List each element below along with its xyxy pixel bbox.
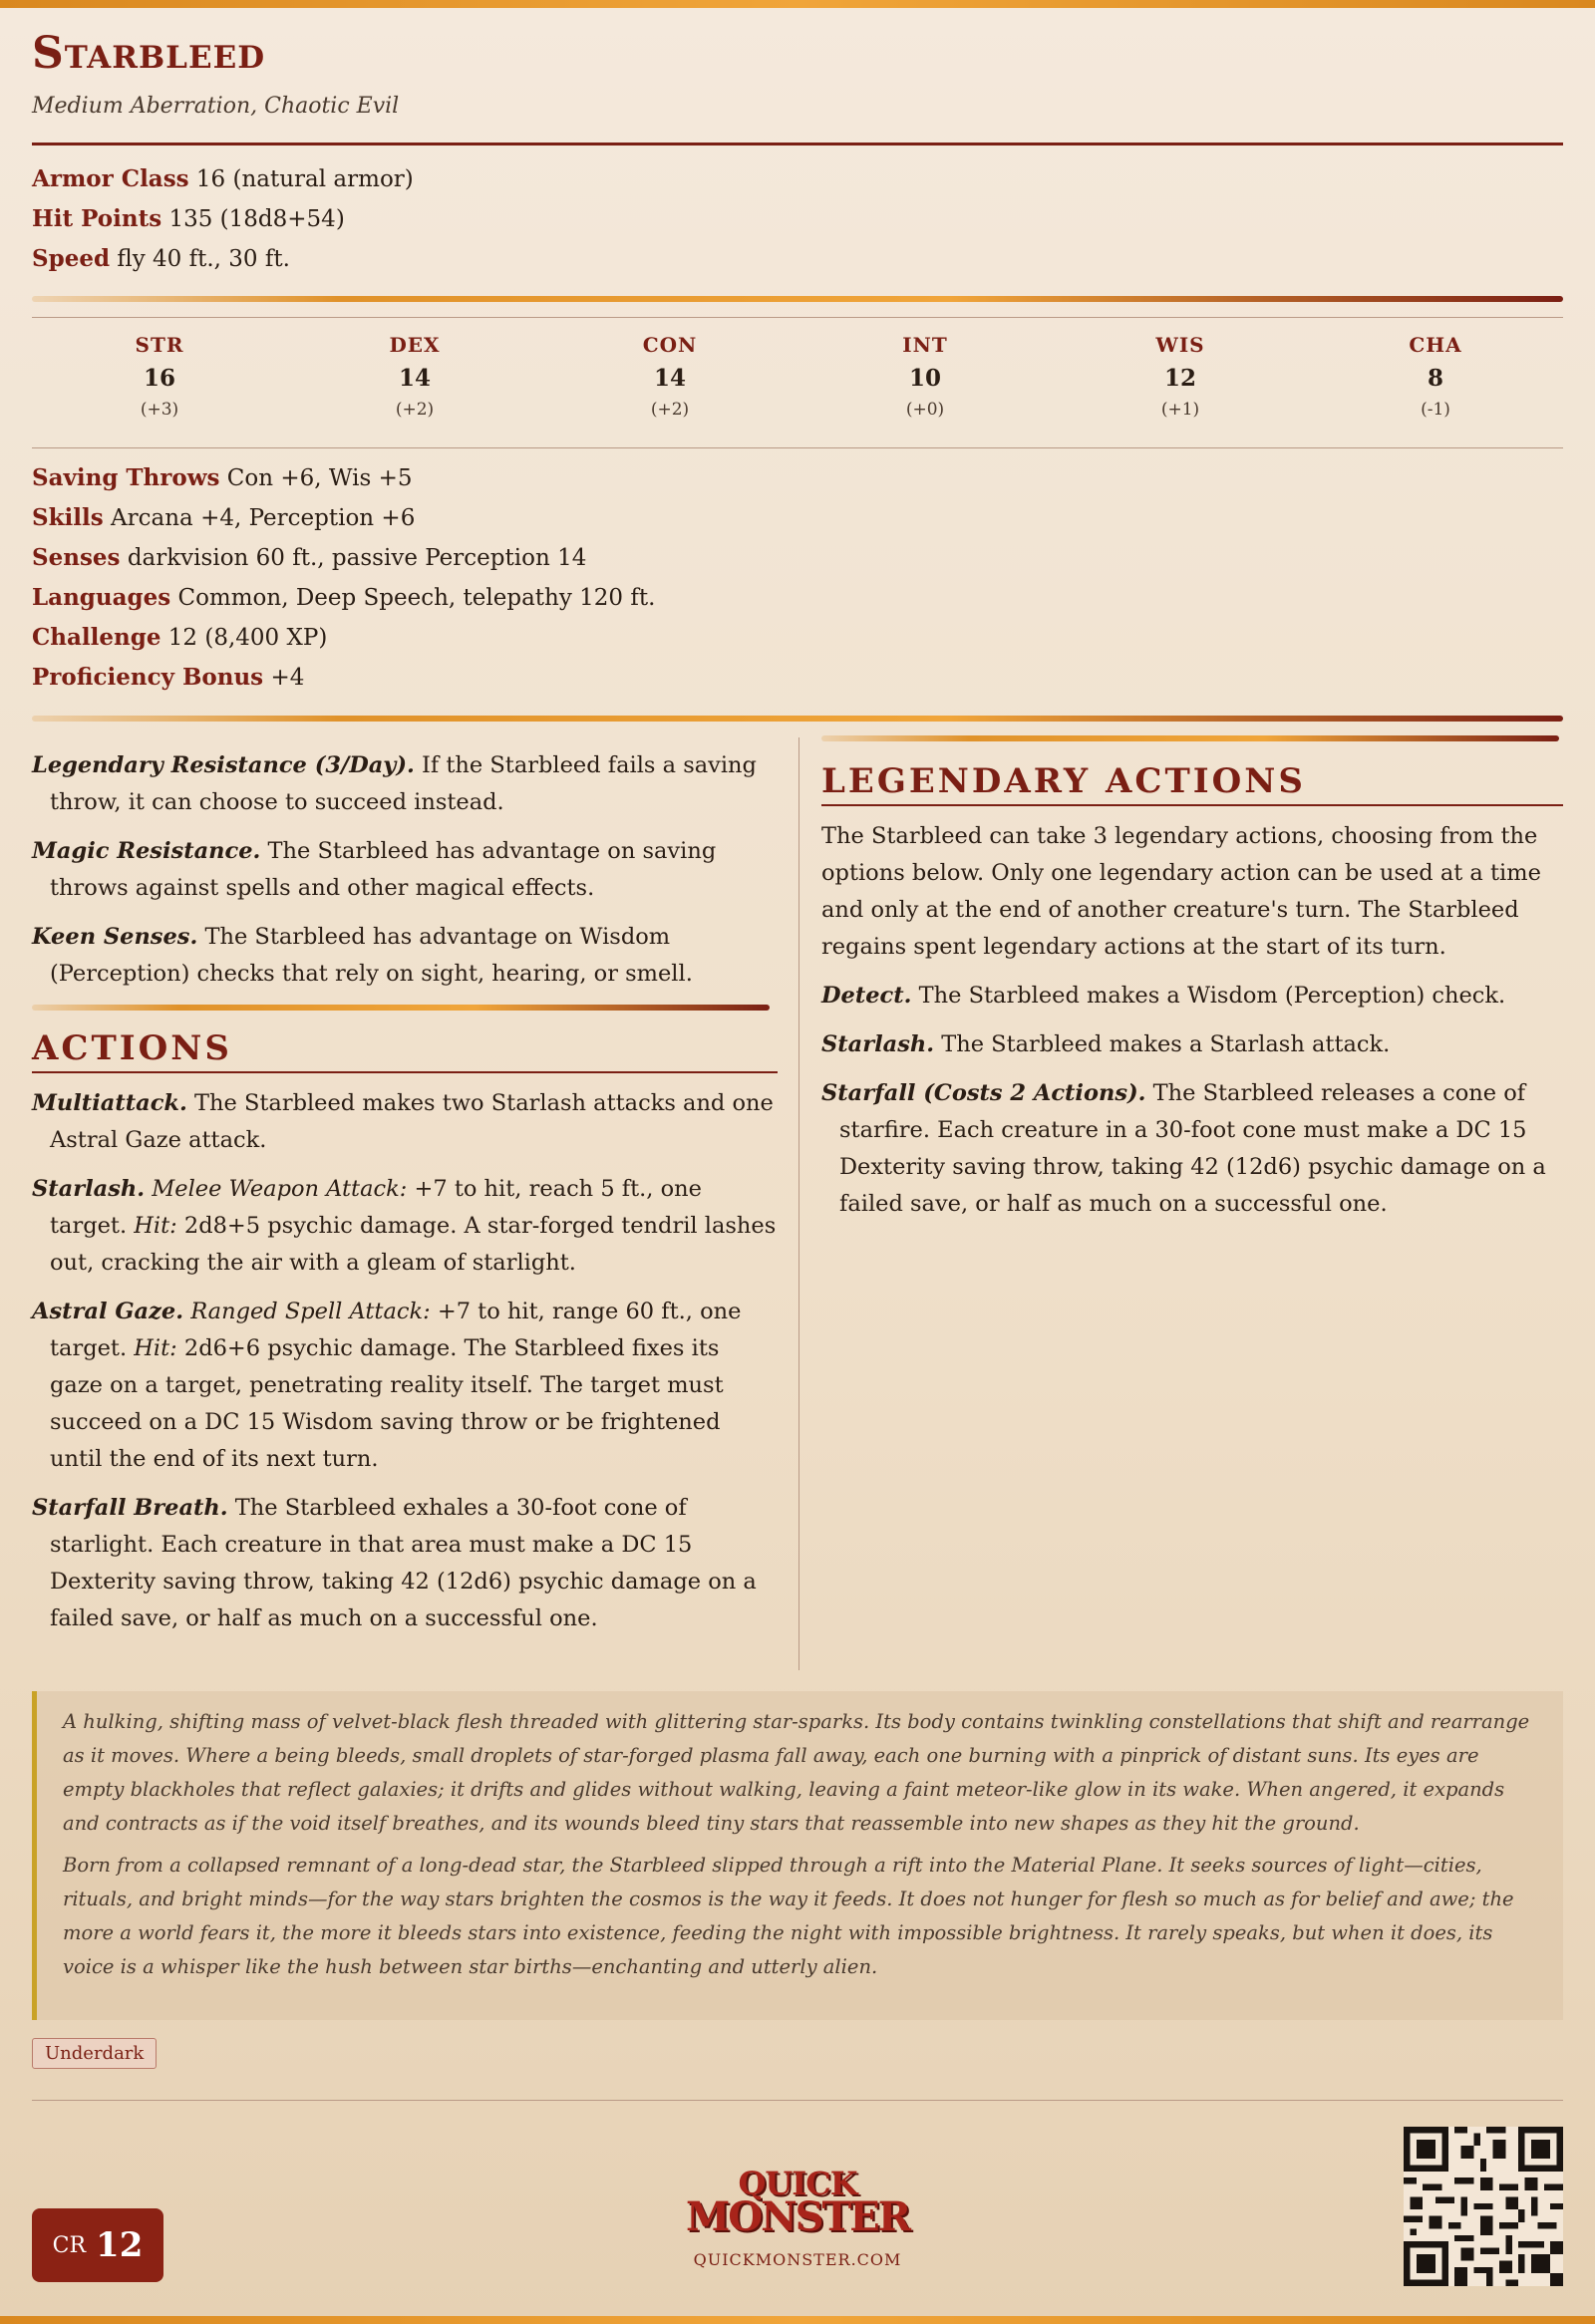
legendary-text: The Starbleed makes a Starlash attack. (941, 1031, 1391, 1057)
action-name: Starfall Breath. (32, 1495, 228, 1521)
top-accent-bar (0, 0, 1595, 8)
skills (32, 504, 415, 531)
legendary-intro: The Starbleed can take 3 legendary actions, choosing from the options below. Only one legendary action can be used at a time and only at the end of another creature's turn. The Starbleed regains spent legendary actions at the start of its turn. (821, 823, 1541, 960)
legendary-action (821, 978, 1563, 1015)
ability-mod: (+2) (395, 400, 435, 420)
ability-str (80, 333, 239, 420)
footer-rule (32, 2100, 1563, 2101)
hit-points-label: Hit Points (32, 205, 162, 232)
speed-value: fly 40 ft., 30 ft. (117, 246, 290, 272)
bottom-accent-bar (0, 2316, 1595, 2324)
challenge (32, 624, 327, 651)
detail-label: Challenge (32, 624, 161, 651)
column-divider (798, 737, 799, 1670)
trait-text: If the Starbleed fails a saving throw, it can choose to succeed instead. (50, 752, 757, 815)
ability-mod: (+3) (140, 400, 179, 420)
action (32, 1490, 778, 1637)
legendary-name: Starfall (Costs 2 Actions). (821, 1080, 1146, 1106)
detail-label: Proficiency Bonus (32, 664, 264, 691)
trait (32, 747, 778, 821)
legendary-text: The Starbleed releases a cone of starfire. Each creature in a 30-foot cone must make a DC 15 Dexterity saving throw, taking 42 (12d6) psychic damage on a failed save, or half as much on a successful one. (839, 1080, 1546, 1217)
actions-heading: ACTIONS (32, 1030, 778, 1073)
trait-name: Magic Resistance. (32, 838, 261, 864)
action-name: Astral Gaze. (32, 1299, 184, 1324)
detail-label: Saving Throws (32, 464, 220, 491)
action-text: The Starbleed makes two Starlash attacks and one Astral Gaze attack. (50, 1090, 774, 1153)
detail-value: Arcana +4, Perception +6 (111, 505, 416, 531)
ability-mod: (+1) (1160, 400, 1200, 420)
site-url[interactable]: QUICKMONSTER.COM (693, 2250, 902, 2269)
detail-value: Con +6, Wis +5 (226, 465, 413, 491)
monster-type: Medium Aberration, Chaotic Evil (32, 94, 400, 119)
speed (32, 245, 290, 272)
proficiency-bonus (32, 664, 304, 691)
left-column (32, 747, 778, 1649)
detail-label: Languages (32, 584, 171, 611)
legendary-action (821, 1075, 1563, 1223)
detail-value: +4 (270, 665, 305, 691)
ability-score: 14 (398, 365, 431, 392)
ability-mod: (-1) (1421, 400, 1450, 420)
ability-name: DEX (389, 333, 441, 357)
action-name: Multiattack. (32, 1090, 187, 1116)
armor-class-label: Armor Class (32, 165, 189, 192)
hit-label: Hit: (134, 1213, 177, 1239)
trait (32, 833, 778, 907)
attack-stats: +7 to hit, reach 5 ft., one target. (50, 1176, 702, 1239)
environment-tag[interactable]: Underdark (32, 2038, 157, 2069)
monster-name: Starbleed (32, 28, 266, 79)
ability-score: 12 (1163, 365, 1196, 392)
ability-dex (335, 333, 494, 420)
lore-paragraph: A hulking, shifting mass of velvet-black flesh threaded with glittering star-sparks. Its body contains twinkling constellations that shift and rearrange as it moves. Where a being bleeds, small droplets of star-forged plasma fall away, each one burning with a pinprick of distant suns. Its eyes are empty blackholes that reflect galaxies; it drifts and glides without walking, leaving a faint meteor-like glow in its wake. When angered, it expands and contracts as if the void itself breathes, and its wounds bleed tiny stars that reassemble into new shapes as they hit the ground. (63, 1710, 1530, 1835)
right-column (821, 733, 1563, 1235)
ability-score: 8 (1427, 365, 1443, 392)
actions-divider (32, 1005, 770, 1011)
detail-value: Common, Deep Speech, telepathy 120 ft. (177, 585, 656, 611)
armor-class (32, 165, 414, 192)
legendary-text: The Starbleed makes a Wisdom (Perception) check. (918, 983, 1506, 1009)
action-text: 2d6+6 psychic damage. The Starbleed fixes its gaze on a target, penetrating reality itself. The target must succeed on a DC 15 Wisdom saving throw or be frightened until the end of its next turn. (50, 1335, 724, 1472)
qr-code-icon[interactable] (1404, 2127, 1563, 2286)
attack-type: Ranged Spell Attack: (190, 1299, 431, 1324)
legendary-divider (821, 735, 1559, 741)
languages (32, 584, 655, 611)
action (32, 1171, 778, 1282)
trait-name: Keen Senses. (32, 924, 198, 950)
cr-label: CR (52, 2232, 87, 2258)
trait-name: Legendary Resistance (3/Day). (32, 752, 415, 778)
stats-divider (32, 296, 1563, 302)
header-divider (32, 143, 1563, 145)
ability-score: 10 (908, 365, 941, 392)
action (32, 1085, 778, 1159)
legendary-name: Starlash. (821, 1031, 935, 1057)
ability-mod: (+2) (650, 400, 690, 420)
details-divider (32, 716, 1563, 722)
ability-name: WIS (1155, 333, 1205, 357)
action (32, 1294, 778, 1478)
legendary-name: Detect. (821, 983, 912, 1009)
detail-value: 12 (8,400 XP) (167, 625, 328, 651)
action-name: Starlash. (32, 1176, 146, 1202)
ability-name: STR (135, 333, 184, 357)
cr-value: 12 (96, 2225, 144, 2265)
hit-points (32, 205, 345, 232)
lore-box (32, 1691, 1563, 2020)
trait (32, 919, 778, 993)
ability-wis (1101, 333, 1260, 420)
detail-label: Skills (32, 504, 104, 531)
attack-stats: +7 to hit, range 60 ft., one target. (50, 1299, 742, 1361)
quickmonster-logo[interactable] (658, 2165, 937, 2269)
ability-name: CHA (1409, 333, 1462, 357)
legendary-action (821, 1026, 1563, 1063)
action-text: The Starbleed exhales a 30-foot cone of starlight. Each creature in that area must make a DC 15 Dexterity saving throw, taking 42 (12d6) psychic damage on a failed save, or half as much on a successful one. (50, 1495, 757, 1631)
ability-score: 14 (653, 365, 686, 392)
ability-cha (1356, 333, 1515, 420)
hit-points-value: 135 (18d8+54) (168, 206, 345, 232)
saving-throws (32, 464, 413, 491)
trait-text: The Starbleed has advantage on saving throws against spells and other magical effects. (50, 838, 717, 901)
hit-label: Hit: (134, 1335, 177, 1361)
logo-line-2: MONSTER (685, 2193, 910, 2240)
ability-name: INT (902, 333, 948, 357)
logo-line-1: QUICK (738, 2165, 857, 2202)
legendary-heading: LEGENDARY ACTIONS (821, 763, 1563, 806)
detail-label: Senses (32, 544, 121, 571)
attack-type: Melee Weapon Attack: (152, 1176, 408, 1202)
ability-mod: (+0) (905, 400, 945, 420)
ability-con (590, 333, 750, 420)
armor-class-value: 16 (natural armor) (195, 166, 414, 192)
cr-badge (32, 2208, 163, 2282)
ability-score: 16 (143, 365, 175, 392)
abilities-top-rule (32, 317, 1563, 318)
lore-paragraph: Born from a collapsed remnant of a long-dead star, the Starbleed slipped through a rift into the Material Plane. It seeks sources of light—cities, rituals, and bright minds—for the way stars brighten the cosmos is the way it feeds. It does not hunger for flesh so much as for belief and awe; the more a world fears it, the more it bleeds stars into existence, feeding the night with impossible brightness. It rarely speaks, but when it does, its voice is a whisper like the hush between star births—enchanting and utterly alien. (63, 1854, 1514, 1978)
trait-text: The Starbleed has advantage on Wisdom (Perception) checks that rely on sight, hearing, or smell. (50, 924, 693, 987)
abilities-bottom-rule (32, 447, 1563, 448)
action-text: 2d8+5 psychic damage. A star-forged tendril lashes out, cracking the air with a gleam of starlight. (50, 1213, 777, 1276)
senses (32, 544, 586, 571)
speed-label: Speed (32, 245, 111, 272)
detail-value: darkvision 60 ft., passive Perception 14 (127, 545, 587, 571)
ability-name: CON (642, 333, 698, 357)
ability-int (845, 333, 1005, 420)
